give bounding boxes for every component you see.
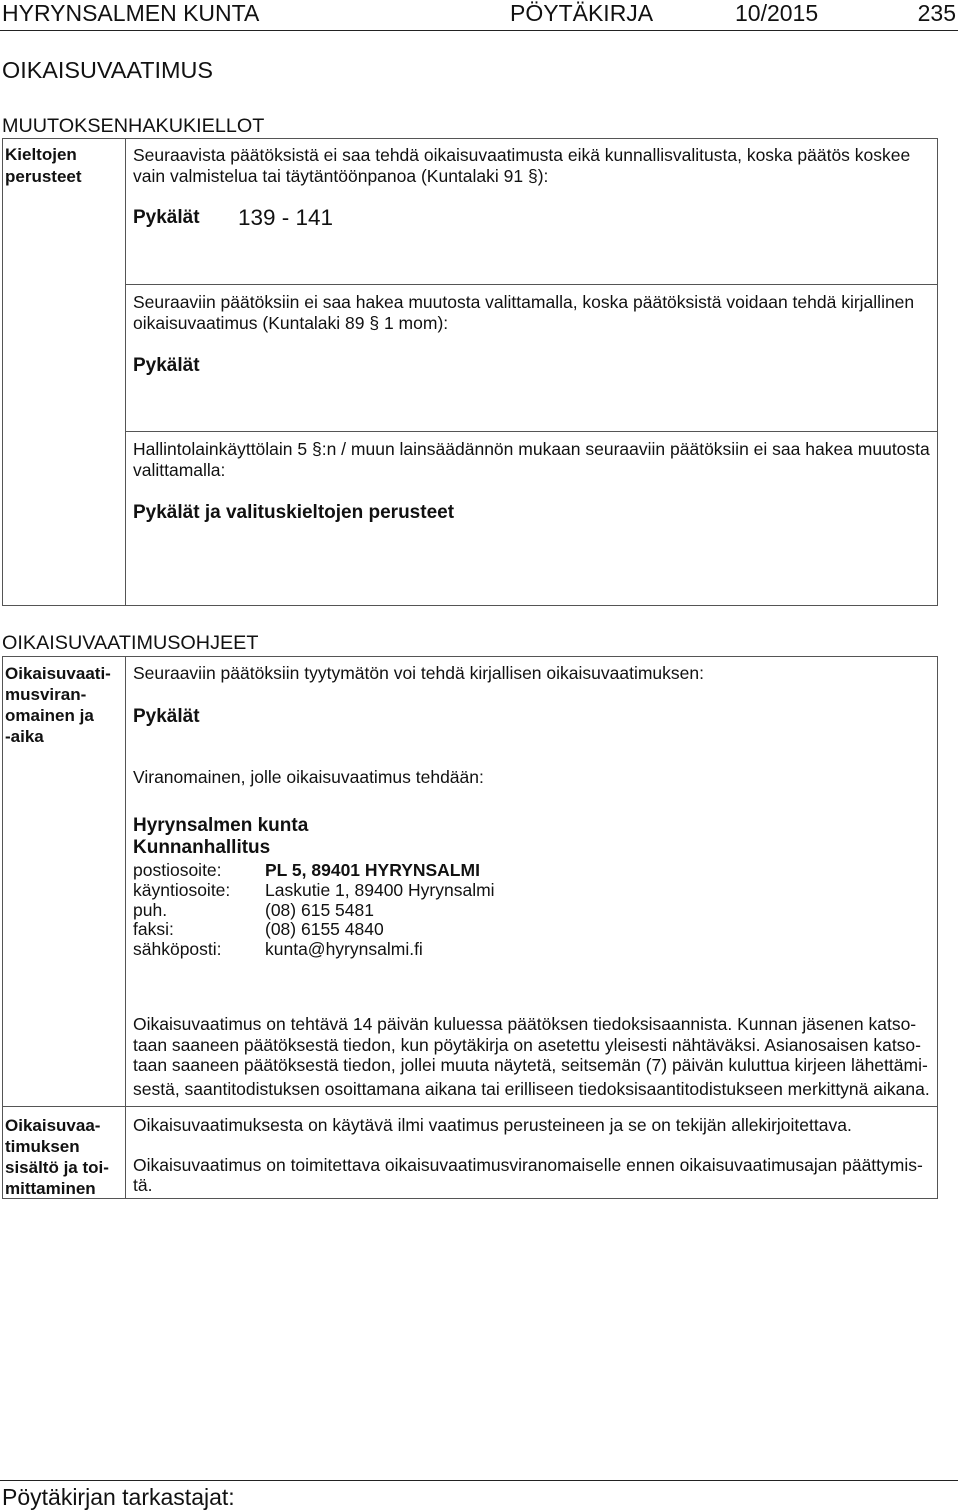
ban-section-text — [133, 292, 914, 334]
deadline-paragraph — [133, 1014, 930, 1099]
contact-row-postal — [133, 861, 495, 881]
contact-row-phone — [133, 901, 495, 921]
header-meeting-number: 10/2015 — [735, 0, 819, 26]
label-line: omainen ja — [5, 705, 94, 725]
sections-label: Pykälät ja valituskieltojen perusteet — [133, 502, 455, 523]
text-line: oikaisuvaatimus (Kuntalaki 89 § 1 mom): — [133, 312, 449, 333]
contact-label: puh. — [133, 899, 168, 920]
ban-section-no-appeal — [126, 139, 937, 285]
authority-label-cell — [3, 657, 126, 1106]
authority-label — [5, 663, 111, 747]
text-line: Seuraavista päätöksistä ei saa tehdä oikaisuvaatimusta eikä kunnallisvalitusta, koska päätös koskee — [133, 144, 911, 165]
contact-row-fax — [133, 920, 495, 940]
text-line: taan saaneen päätöksestä tiedon, kun pöytäkirja on asetettu yleisesti nähtäväksi. Asianosaisen katso- — [133, 1034, 921, 1055]
postal-address: PL 5, 89401 HYRYNSALMI — [265, 860, 480, 880]
text-line: vain valmistelua tai täytäntöönpanoa (Kuntalaki 91 §): — [133, 165, 549, 186]
text-line: valittamalla: — [133, 459, 226, 480]
ban-section-text — [133, 439, 930, 481]
ban-section-other-law — [126, 432, 937, 605]
content-label-cell — [3, 1107, 126, 1198]
footer-divider — [0, 1480, 958, 1481]
appeal-bans-label — [5, 144, 82, 188]
appeal-instructions-heading: OIKAISUVAATIMUSOHJEET — [2, 632, 259, 654]
label-line: timuksen — [5, 1136, 80, 1156]
authority-block — [133, 815, 308, 859]
authority-intro: Viranomainen, jolle oikaisuvaatimus tehdään: — [133, 766, 484, 787]
sections-label: Pykälät — [133, 207, 200, 228]
contact-label: käyntiosoite: — [133, 879, 231, 900]
phone-number: (08) 615 5481 — [265, 899, 374, 920]
appeal-instructions-table — [2, 656, 938, 1199]
label-line: -aika — [5, 726, 44, 746]
sections-value: 139 - 141 — [238, 205, 334, 230]
header-organization: HYRYNSALMEN KUNTA — [2, 0, 260, 26]
text-line: sestä, saantitodistuksen osoittamana aikana tai erilliseen tiedoksisaantitodistukseen merkittynä aikana. — [133, 1078, 930, 1099]
email-address: kunta@hyrynsalmi.fi — [265, 939, 423, 960]
content-requirement-text: Oikaisuvaatimuksesta on käytävä ilmi vaatimus perusteineen ja se on tekijän allekirjoitettava. — [133, 1114, 852, 1135]
text-line: Hallintolainkäyttölain 5 §:n / muun lainsäädännön mukaan seuraaviin päätöksiin ei saa hakea muutosta — [133, 438, 930, 459]
minutes-inspectors-label: Pöytäkirjan tarkastajat: — [2, 1484, 235, 1510]
content-label — [5, 1115, 109, 1199]
content-text-cell — [126, 1107, 937, 1198]
appeal-bans-heading: MUUTOKSENHAKUKIELLOT — [2, 115, 265, 137]
page-header — [0, 0, 960, 30]
contact-label: faksi: — [133, 919, 174, 940]
authority-body: Kunnanhallitus — [133, 837, 271, 858]
label-line: Oikaisuvaa- — [5, 1115, 101, 1135]
sections-label: Pykälät — [133, 706, 200, 727]
label-line: Oikaisuvaati- — [5, 663, 111, 683]
authority-content-cell — [126, 657, 937, 1106]
ban-section-rectification-only — [126, 285, 937, 432]
visiting-address: Laskutie 1, 89400 Hyrynsalmi — [265, 879, 495, 900]
text-line: taan saaneen päätöksestä tiedon, jollei muuta näytetä, seitsemän (7) päivän kuluttua kirjeen lähettämi- — [133, 1055, 928, 1075]
page-title: OIKAISUVAATIMUS — [2, 57, 213, 83]
authority-name: Hyrynsalmen kunta — [133, 815, 309, 836]
label-line: Kieltojen — [5, 145, 77, 164]
header-page-number: 235 — [917, 0, 956, 26]
ban-section-text — [133, 145, 910, 187]
contact-label: postiosoite: — [133, 860, 222, 880]
label-line: sisältö ja toi- — [5, 1157, 109, 1177]
text-line: Oikaisuvaatimus on toimitettava oikaisuvaatimusviranomaiselle ennen oikaisuvaatimusajan päättymis- — [133, 1155, 923, 1175]
delivery-paragraph — [133, 1155, 923, 1195]
contact-row-email — [133, 940, 495, 960]
label-line: perusteet — [5, 167, 82, 186]
header-divider — [0, 30, 958, 31]
content-and-delivery-row — [3, 1107, 937, 1198]
label-line: musviran- — [5, 684, 87, 704]
appeal-bans-table — [2, 138, 938, 606]
header-document-type: PÖYTÄKIRJA — [510, 0, 654, 26]
text-line: tä. — [133, 1175, 153, 1195]
label-line: mittaminen — [5, 1178, 96, 1198]
sections-label: Pykälät — [133, 355, 200, 376]
rectification-intro: Seuraaviin päätöksiin tyytymätön voi tehdä kirjallisen oikaisuvaatimuksen: — [133, 662, 704, 683]
contact-row-visiting — [133, 881, 495, 901]
authority-and-deadline-row — [3, 657, 937, 1107]
text-line: Oikaisuvaatimus on tehtävä 14 päivän kuluessa päätöksen tiedoksisaannista. Kunnan jäsenen katso- — [133, 1014, 917, 1034]
fax-number: (08) 6155 4840 — [265, 919, 384, 940]
appeal-bans-label-cell — [3, 139, 126, 605]
text-line: Seuraaviin päätöksiin ei saa hakea muutosta valittamalla, koska päätöksistä voidaan tehdä kirjallinen — [133, 291, 915, 312]
contact-label: sähköposti: — [133, 939, 222, 960]
contact-details — [133, 861, 495, 960]
